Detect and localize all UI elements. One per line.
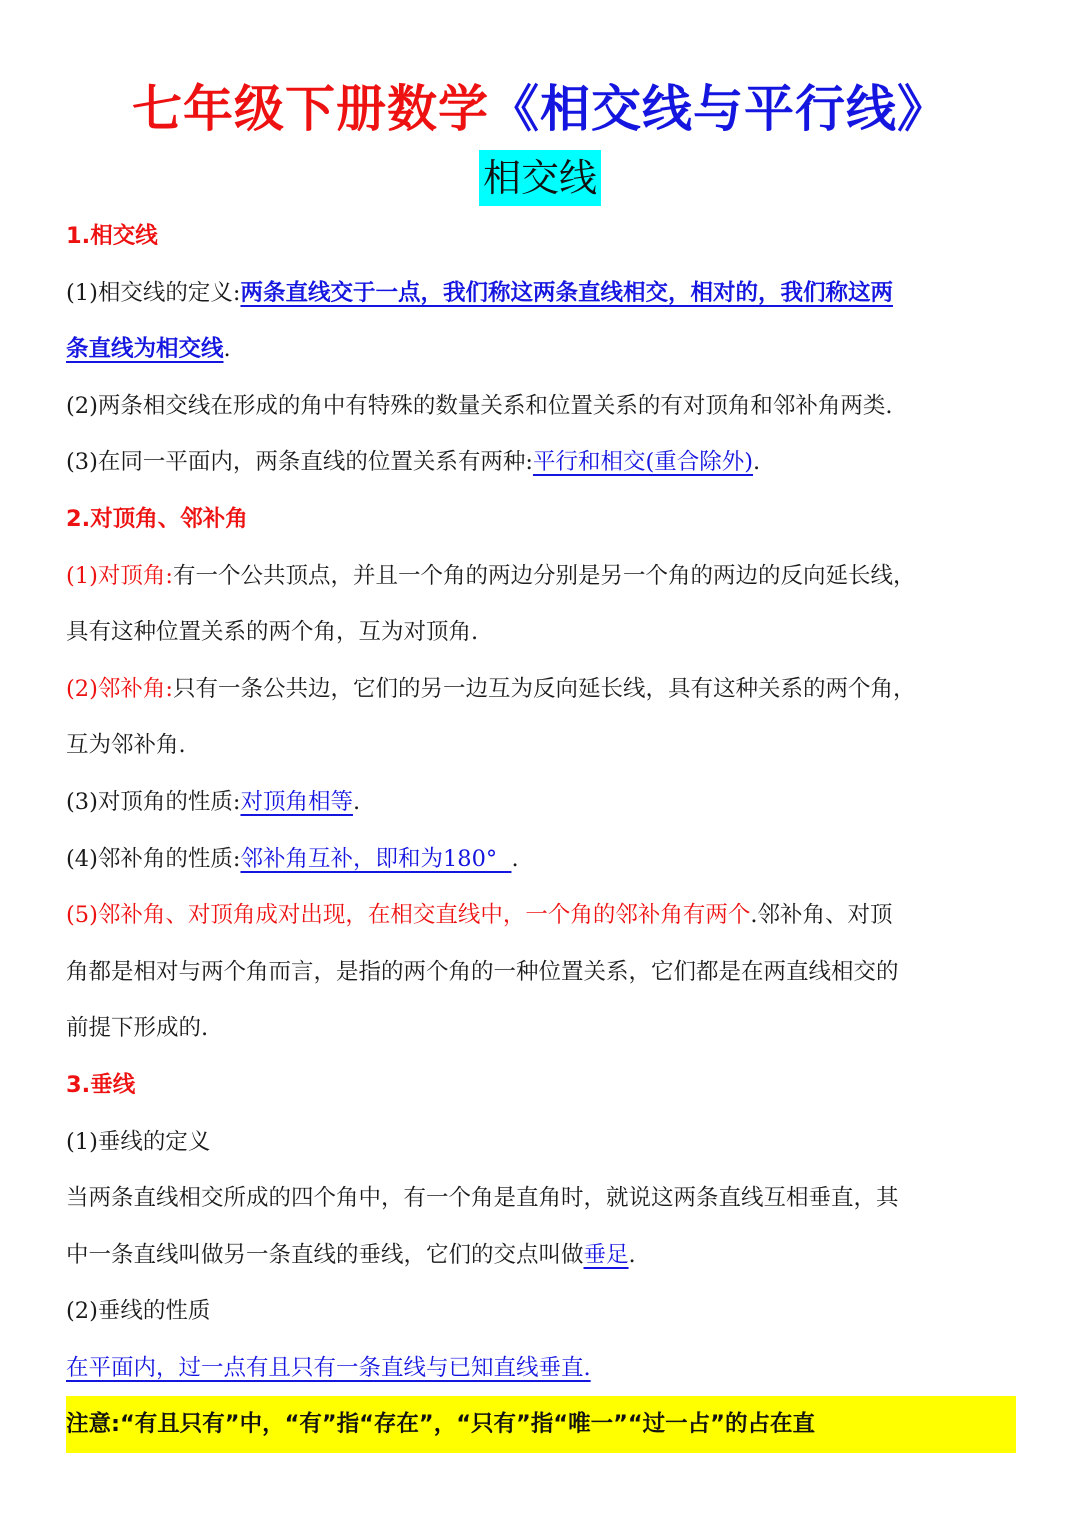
s2-p3 bbox=[66, 774, 1016, 831]
s1-p3-prefix: (3)在同一平面内，两条直线的位置关系有两种: bbox=[66, 449, 533, 476]
s1-p3-suffix: . bbox=[753, 449, 761, 476]
title-chapter: 《相交线与平行线》 bbox=[489, 80, 948, 138]
section-subtitle: 相交线 bbox=[479, 150, 601, 206]
s2-p5-line3: 前提下形成的. bbox=[66, 1015, 209, 1042]
s2-p1-text-a: 有一个公共顶点，并且一个角的两边分别是另一个角的两边的反向延长线， bbox=[172, 562, 916, 589]
s3-p1: (1)垂线的定义 bbox=[66, 1128, 211, 1155]
s3-p1-b-suffix: . bbox=[628, 1241, 636, 1268]
title-grade: 七年级下册数学 bbox=[132, 80, 489, 138]
subtitle-row bbox=[0, 150, 1080, 206]
s1-p1-definition-a: 两条直线交于一点，我们称这两条直线相交，相对的，我们称这两 bbox=[240, 279, 893, 306]
s1-p2: (2)两条相交线在形成的角中有特殊的数量关系和位置关系的有对顶角和邻补角两类. bbox=[66, 392, 893, 419]
s3-p1-b-prefix: 中一条直线叫做另一条直线的垂线，它们的交点叫做 bbox=[66, 1241, 584, 1268]
s2-p5-text-a: .邻补角、对顶 bbox=[750, 902, 893, 929]
s3-p2: (2)垂线的性质 bbox=[66, 1298, 211, 1325]
s1-p1-line2 bbox=[66, 321, 1016, 378]
s2-p1-line1 bbox=[66, 548, 1016, 605]
section-1-heading: 1.相交线 bbox=[66, 223, 158, 249]
section-3-heading: 3.垂线 bbox=[66, 1071, 136, 1098]
content-body bbox=[66, 208, 1016, 1453]
s2-p4-suffix: . bbox=[511, 845, 519, 872]
s2-p2-line1 bbox=[66, 661, 1016, 718]
page-title bbox=[0, 74, 1080, 144]
s2-p5-line2: 角都是相对与两个角而言，是指的两个角的一种位置关系，它们都是在两直线相交的 bbox=[66, 958, 899, 985]
s2-p4-prefix: (4)邻补角的性质: bbox=[66, 845, 241, 872]
s2-p5-red: (5)邻补角、对顶角成对出现，在相交直线中，一个角的邻补角有两个 bbox=[66, 902, 751, 929]
s2-p4 bbox=[66, 831, 1016, 888]
s1-p1-line1 bbox=[66, 265, 1016, 322]
s2-p3-prefix: (3)对顶角的性质: bbox=[66, 788, 241, 815]
s2-p4-answer: 邻补角互补，即和为180° bbox=[240, 845, 512, 872]
s3-p2-property-line bbox=[66, 1340, 1016, 1397]
s2-p2-text-a: 只有一条公共边，它们的另一边互为反向延长线，具有这种关系的两个角， bbox=[172, 675, 916, 702]
s2-p1-line2: 具有这种位置关系的两个角，互为对顶角. bbox=[66, 619, 479, 646]
s3-note: 注意:“有且只有”中，“有”指“存在”，“只有”指“唯一”“过一占”的占在直 bbox=[66, 1396, 1016, 1453]
section-2-heading: 2.对顶角、邻补角 bbox=[66, 505, 248, 532]
s1-p3-answer: 平行和相交(重合除外) bbox=[532, 449, 754, 476]
s3-p2-property: 在平面内，过一点有且只有一条直线与已知直线垂直. bbox=[66, 1354, 591, 1381]
s2-p2-label: (2)邻补角: bbox=[66, 675, 173, 702]
s1-p1-definition-b: 条直线为相交线 bbox=[66, 336, 224, 363]
s1-p1-suffix: . bbox=[223, 336, 231, 363]
s1-p1-prefix: (1)相交线的定义: bbox=[66, 279, 241, 306]
s2-p1-label: (1)对顶角: bbox=[66, 562, 173, 589]
s2-p3-suffix: . bbox=[352, 788, 361, 815]
s3-p1-b-answer: 垂足 bbox=[583, 1241, 629, 1268]
s2-p2-line2: 互为邻补角. bbox=[66, 732, 186, 759]
s1-p3 bbox=[66, 434, 1016, 491]
s3-p1-line2 bbox=[66, 1227, 1016, 1284]
s3-note-line bbox=[66, 1396, 1016, 1453]
s2-p3-answer: 对顶角相等 bbox=[240, 788, 353, 815]
s2-p5-line1 bbox=[66, 887, 1016, 944]
s3-p1-line1: 当两条直线相交所成的四个角中，有一个角是直角时，就说这两条直线互相垂直，其 bbox=[66, 1185, 899, 1212]
